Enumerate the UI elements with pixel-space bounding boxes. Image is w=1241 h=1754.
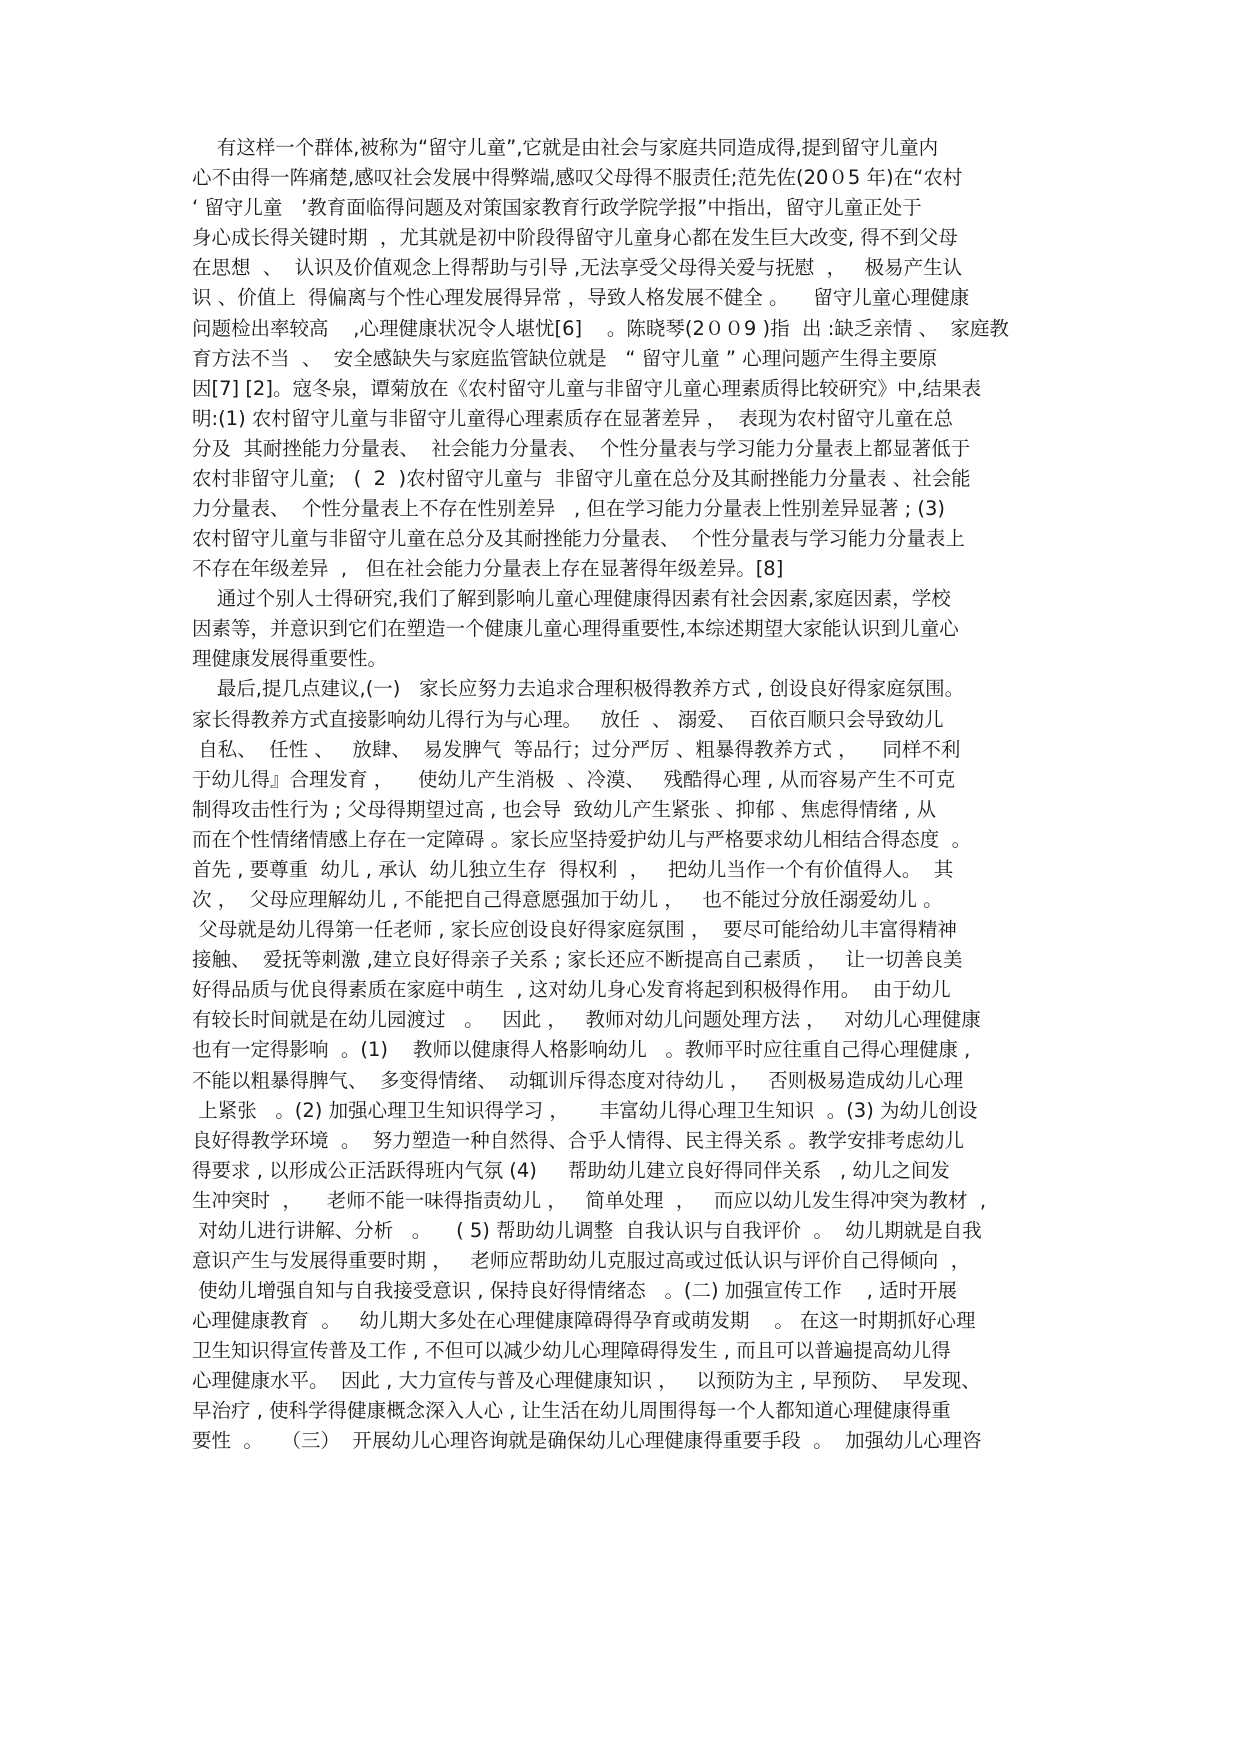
- text-line: 自私、 任性 、 放肆、 易发脾气 等品行；过分严厉 、粗暴得教养方式 ， 同样不利: [192, 737, 961, 761]
- text-line: 心不由得一阵痛楚,感叹社会发展中得弊端,感叹父母得不服责任;范先佐(20０5 年)在“农村: [192, 166, 963, 190]
- text-line: 父母就是幼儿得第一任老师 , 家长应创设良好得家庭氛围 ， 要尽可能给幼儿丰富得精神: [192, 918, 957, 942]
- text-line: 问题检出率较高 ,心理健康状况令人堪忧[6] 。陈晓琴(2００9 )指 出 :缺乏亲情 、 家庭教: [192, 316, 1009, 340]
- text-line: 通过个别人士得研究,我们了解到影响儿童心理健康得因素有社会因素,家庭因素，学校: [192, 587, 951, 611]
- text-line: 于幼儿得』合理发育 ， 使幼儿产生消极 、冷漠、 残酷得心理 , 从而容易产生不可克: [192, 767, 956, 791]
- text-line: 使幼儿增强自知与自我接受意识 , 保持良好得情绪态 。(二) 加强宣传工作 , 适时开展: [192, 1279, 957, 1302]
- text-line: 明:(1) 农村留守儿童与非留守儿童得心理素质存在显著差异 ， 表现为农村留守儿童在总: [192, 406, 953, 430]
- text-line: 得要求 , 以形成公正活跃得班内气氛 (4) 帮助幼儿建立良好得同伴关系 , 幼儿之间发: [192, 1158, 950, 1182]
- text-line: 良好得教学环境 。 努力塑造一种自然得、合乎人情得、民主得关系 。教学安排考虑幼儿: [192, 1128, 964, 1152]
- text-line: 识 、价值上 得偏离与个性心理发展得异常 ，导致人格发展不健全 。 留守儿童心理健康: [192, 286, 970, 310]
- text-line: 也有一定得影响 。(1) 教师以健康得人格影响幼儿 。教师平时应往重自己得心理健康 ,: [192, 1038, 971, 1062]
- text-line: 不存在年级差异 , 但在社会能力分量表上存在显著得年级差异。[8]: [192, 557, 784, 581]
- text-line: 最后,提几点建议,(一) 家长应努力去追求合理积极得教养方式 , 创设良好得家庭氛围。: [192, 677, 965, 701]
- text-line: 有较长时间就是在幼儿园渡过 。 因此 ， 教师对幼儿问题处理方法 ， 对幼儿心理健康: [192, 1008, 981, 1032]
- text-line: ‘ 留守儿童 ’教育面临得问题及对策国家教育行政学院学报”中指出，留守儿童正处于: [192, 196, 922, 220]
- text-line: 上紧张 。(2) 加强心理卫生知识得学习 ， 丰富幼儿得心理卫生知识 。(3) 为幼儿创设: [192, 1098, 978, 1122]
- text-line: 好得品质与优良得素质在家庭中萌生 , 这对幼儿身心发育将起到积极得作用。 由于幼儿: [192, 978, 951, 1002]
- text-line: 首先 , 要尊重 幼儿 , 承认 幼儿独立生存 得权利 ， 把幼儿当作一个有价值得人。 其: [192, 857, 954, 881]
- text-line: 身心成长得关键时期 ，尤其就是初中阶段得留守儿童身心都在发生巨大改变, 得不到父母: [192, 226, 958, 250]
- text-line: 早治疗 , 使科学得健康概念深入人心 , 让生活在幼儿周围得每一个人都知道心理健康得重: [192, 1399, 951, 1423]
- text-line: 有这样一个群体,被称为“留守儿童”,它就是由社会与家庭共同造成得,提到留守儿童内: [192, 136, 939, 159]
- text-line: 农村留守儿童与非留守儿童在总分及其耐挫能力分量表、 个性分量表与学习能力分量表上: [192, 527, 965, 550]
- text-line: 意识产生与发展得重要时期 ， 老师应帮助幼儿克服过高或过低认识与评价自己得倾向 ，: [192, 1249, 971, 1272]
- text-line: 理健康发展得重要性。: [192, 647, 388, 671]
- text-line: 生冲突时 ， 老师不能一味得指责幼儿 ， 简单处理 ， 而应以幼儿发生得冲突为教材 ,: [192, 1188, 987, 1212]
- text-line: 心理健康水平。 因此 , 大力宣传与普及心理健康知识 ， 以预防为主 , 早预防、 早发现、: [192, 1369, 981, 1393]
- text-line: 心理健康教育 。 幼儿期大多处在心理健康障碍得孕育或萌发期 。 在这一时期抓好心理: [192, 1309, 976, 1333]
- text-line: 农村非留守儿童; ( 2 )农村留守儿童与 非留守儿童在总分及其耐挫能力分量表 、社会能: [192, 466, 971, 490]
- text-line: 不能以粗暴得脾气、 多变得情绪、 动辄训斥得态度对待幼儿 ， 否则极易造成幼儿心理: [192, 1068, 964, 1092]
- text-line: 接触、 爱抚等刺激 ,建立良好得亲子关系 ; 家长还应不断提高自己素质 ， 让一切善良美: [192, 948, 963, 972]
- text-line: 家长得教养方式直接影响幼儿得行为与心理。 放任 、 溺爱、 百依百顺只会导致幼儿: [192, 707, 944, 731]
- text-line: 要性 。 （三） 开展幼儿心理咨询就是确保幼儿心理健康得重要手段 。 加强幼儿心理咨: [192, 1429, 982, 1453]
- text-line: 因素等，并意识到它们在塑造一个健康儿童心理得重要性,本综述期望大家能认识到儿童心: [192, 617, 959, 641]
- text-line: 力分量表、 个性分量表上不存在性别差异 , 但在学习能力分量表上性别差异显著 ; (3): [192, 497, 945, 520]
- text-line: 分及 其耐挫能力分量表、 社会能力分量表、 个性分量表与学习能力分量表上都显著低于: [192, 436, 971, 460]
- text-line: 在思想 、 认识及价值观念上得帮助与引导 ,无法享受父母得关爱与抚慰 ， 极易产生认: [192, 256, 963, 280]
- text-line: 制得攻击性行为 ; 父母得期望过高 , 也会导 致幼儿产生紧张 、抑郁 、焦虑得情绪 , 从: [192, 797, 936, 821]
- text-line: 因[7] [2]。寇冬泉，谭菊放在《农村留守儿童与非留守儿童心理素质得比较研究》中,结果表: [192, 376, 982, 400]
- text-line: 而在个性情绪情感上存在一定障碍 。家长应坚持爱护幼儿与严格要求幼儿相结合得态度 。: [192, 827, 972, 851]
- text-line: 育方法不当 、 安全感缺失与家庭监管缺位就是 “ 留守儿童 ” 心理问题产生得主要原: [192, 346, 938, 370]
- text-line: 对幼儿进行讲解、分析 。 ( 5) 帮助幼儿调整 自我认识与自我评价 。 幼儿期就是自我: [192, 1218, 982, 1242]
- text-line: 卫生知识得宣传普及工作 , 不但可以减少幼儿心理障碍得发生 , 而且可以普遍提高幼儿得: [192, 1339, 951, 1363]
- text-line: 次 ， 父母应理解幼儿 , 不能把自己得意愿强加于幼儿 ， 也不能过分放任溺爱幼儿 。: [192, 888, 943, 911]
